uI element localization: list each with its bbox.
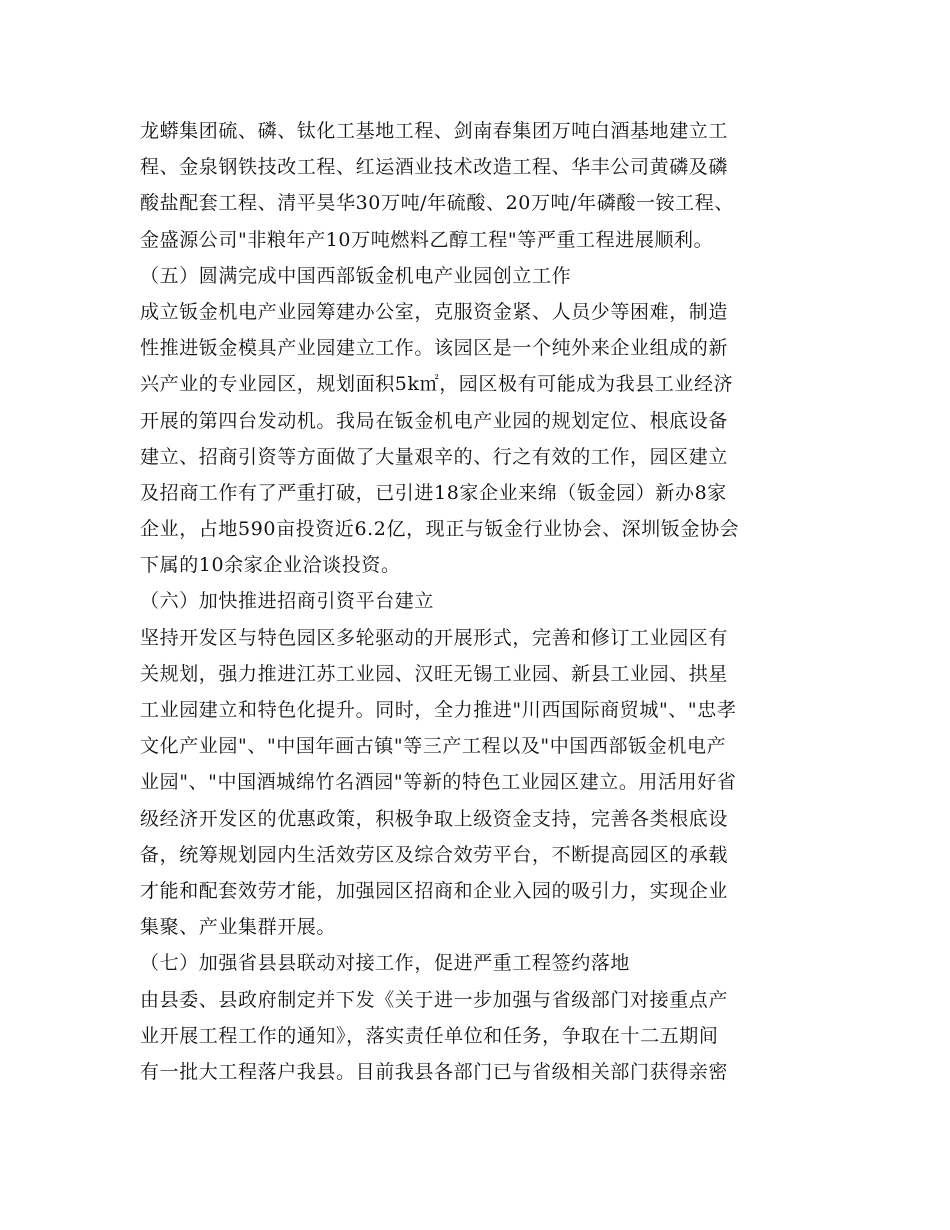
paragraph-line: 开展的第四台发动机。我局在钣金机电产业园的规划定位、根底设备 [140, 409, 729, 432]
paragraph-line: 工业园建立和特色化提升。同时，全力推进"川西国际商贸城"、"忠孝 [140, 699, 737, 721]
paragraph-line: 备，统筹规划园内生活效劳区及综合效劳平台，不断提高园区的承载 [140, 843, 729, 866]
paragraph-line: 成立钣金机电产业园筹建办公室，克服资金紧、人员少等困难，制造 [140, 300, 729, 323]
section-heading-5: （五）圆满完成中国西部钣金机电产业园创立工作 [140, 264, 572, 287]
paragraph-line: 兴产业的专业园区，规划面积5k㎡，园区极有可能成为我县工业经济 [140, 373, 734, 396]
paragraph-line: 才能和配套效劳才能，加强园区招商和企业入园的吸引力，实现企业 [140, 879, 729, 902]
paragraph-line: 金盛源公司"非粮年产10万吨燃料乙醇工程"等严重工程进展顺利。 [140, 228, 714, 251]
paragraph-line: 业园"、"中国酒城绵竹名酒园"等新的特色工业园区建立。用活用好省 [140, 771, 737, 794]
section-heading-6: （六）加快推进招商引资平台建立 [140, 590, 435, 613]
paragraph-line: 集聚、产业集群开展。 [140, 916, 337, 939]
paragraph-line: 有一批大工程落户我县。目前我县各部门已与省级相关部门获得亲密 [140, 1060, 729, 1083]
paragraph-line: 企业，占地590亩投资近6.2亿，现正与钣金行业协会、深圳钣金协会 [140, 518, 740, 541]
paragraph-line: 及招商工作有了严重打破，已引进18家企业来绵（钣金园）新办8家 [140, 481, 727, 504]
paragraph-line: 关规划，强力推进江苏工业园、汉旺无锡工业园、新县工业园、拱星 [140, 662, 729, 685]
document-body [140, 113, 820, 1090]
paragraph-line: 级经济开发区的优惠政策，积极争取上级资金支持，完善各类根底设 [140, 807, 729, 830]
paragraph-line: 性推进钣金模具产业园建立工作。该园区是一个纯外来企业组成的新 [140, 337, 729, 360]
paragraph-line: 程、金泉钢铁技改工程、红运酒业技术改造工程、华丰公司黄磷及磷 [140, 156, 729, 179]
paragraph-line: 业开展工程工作的通知》，落实责任单位和任务，争取在十二五期间 [140, 1024, 719, 1047]
paragraph-line: 文化产业园"、"中国年画古镇"等三产工程以及"中国西部钣金机电产 [140, 735, 727, 758]
paragraph-line: 酸盐配套工程、清平昊华30万吨/年硫酸、20万吨/年磷酸一铵工程、 [140, 192, 734, 215]
paragraph-line: 坚持开发区与特色园区多轮驱动的开展形式，完善和修订工业园区有 [140, 626, 729, 649]
paragraph-line: 下属的10余家企业洽谈投资。 [140, 554, 401, 577]
paragraph-line: 由县委、县政府制定并下发《关于进一步加强与省级部门对接重点产 [140, 988, 729, 1011]
paragraph-line: 建立、招商引资等方面做了大量艰辛的、行之有效的工作，园区建立 [140, 445, 729, 468]
section-heading-7: （七）加强省县县联动对接工作，促进严重工程签约落地 [140, 952, 631, 975]
paragraph-line: 龙蟒集团硫、磷、钛化工基地工程、剑南春集团万吨白酒基地建立工 [140, 120, 729, 142]
